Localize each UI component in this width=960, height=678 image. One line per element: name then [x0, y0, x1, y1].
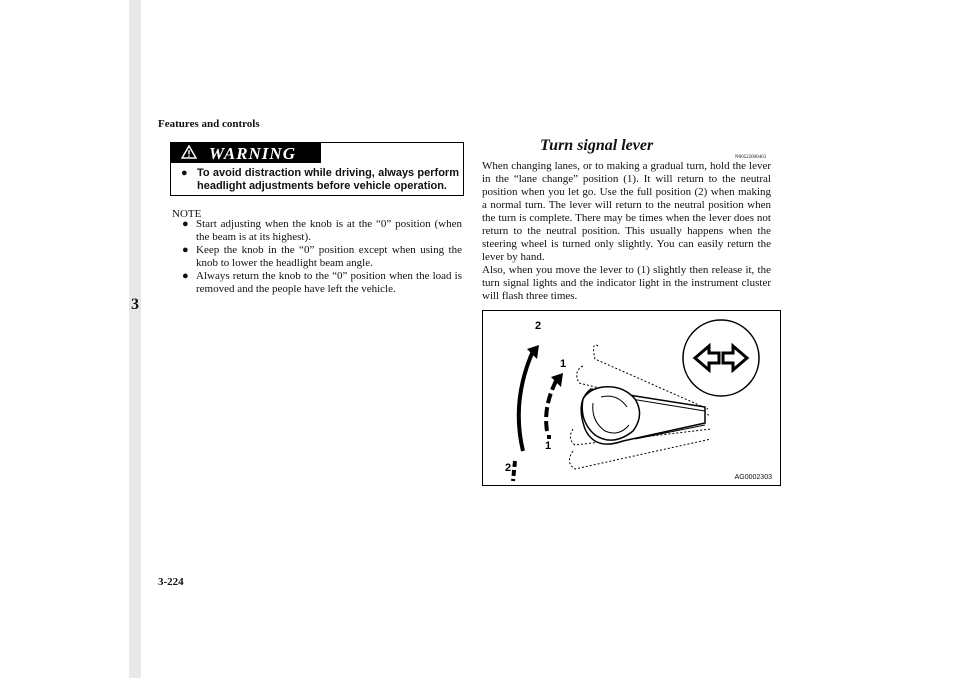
- list-item: [182, 244, 462, 270]
- label-position-2-up: 2: [535, 320, 542, 332]
- warning-triangle-icon: [181, 145, 197, 159]
- list-item: [182, 270, 462, 296]
- warning-box: [170, 142, 464, 196]
- label-position-2-down: 2: [505, 462, 512, 474]
- figure-code: AG0002303: [734, 474, 772, 481]
- turn-signal-illustration: [483, 311, 780, 485]
- note-list: [182, 218, 462, 296]
- warning-header: [171, 143, 321, 163]
- bullet-icon: ●: [182, 270, 189, 282]
- paragraph: Also, when you move the lever to (1) slightly then release it, the turn signal lights and the indicator light in the instrument cluster will flash three times.: [482, 264, 771, 302]
- warning-body: [181, 167, 459, 193]
- chapter-tab: [129, 0, 141, 678]
- note-label: NOTE: [172, 208, 202, 220]
- page-header: Features and controls: [158, 118, 260, 130]
- label-position-1-down: 1: [545, 440, 552, 452]
- list-item: [182, 218, 462, 244]
- note-text: Keep the knob in the “0” position except when using the knob to lower the headlight beam angle.: [196, 244, 462, 269]
- note-text: Start adjusting when the knob is at the “0” position (when the beam is at its highest).: [196, 218, 462, 243]
- bullet-icon: ●: [182, 244, 189, 256]
- note-text: Always return the knob to the “0” position when the load is removed and the people have left the vehicle.: [196, 270, 462, 295]
- page-number: 3-224: [158, 576, 184, 588]
- bullet-icon: ●: [182, 218, 189, 230]
- section-body: [482, 160, 771, 303]
- turn-signal-figure: [482, 310, 781, 486]
- label-position-1-up: 1: [560, 358, 567, 370]
- chapter-number: 3: [131, 296, 139, 313]
- section-code: N00522600463: [735, 155, 767, 160]
- bullet-icon: ●: [181, 167, 188, 179]
- warning-text: To avoid distraction while driving, always perform headlight adjustments before vehicle operation.: [197, 167, 459, 192]
- paragraph: When changing lanes, or to making a gradual turn, hold the lever in the “lane change” position (1). It will return to the neutral position when you let go. Use the full position (2) when making a normal turn. The lever will return to the neutral position when the turn is complete. There may be times when the lever does not return to the neutral position. This usually happens when the steering wheel is turned only slightly. You can easily return the lever by hand.: [482, 160, 771, 263]
- section-title: Turn signal lever: [540, 137, 654, 154]
- warning-title: WARNING: [209, 144, 296, 163]
